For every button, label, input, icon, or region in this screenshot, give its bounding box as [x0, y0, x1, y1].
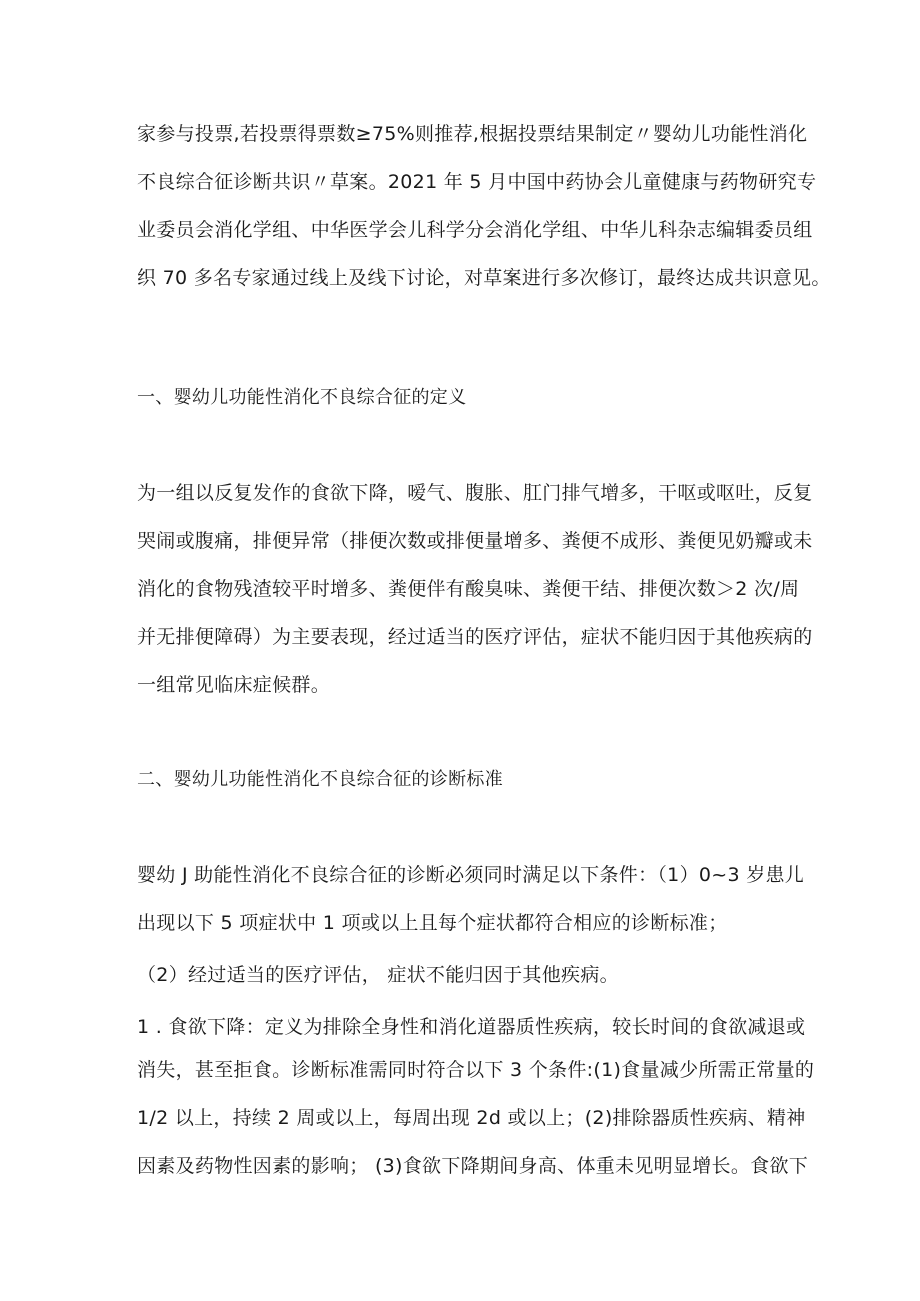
diagnosis-line: 消失，甚至拒食。诊断标准需同时符合以下 3 个条件:(1)食量减少所需正常量的 — [137, 1059, 815, 1081]
diagnosis-line: 出现以下 5 项症状中 1 项或以上且每个症状都符合相应的诊断标准； — [137, 912, 728, 934]
intro-line: 织 70 多名专家通过线上及线下讨论，对草案进行多次修订，最终达成共识意见。 — [137, 267, 831, 289]
definition-line: 哭闹或腹痛，排便异常（排便次数或排便量增多、粪便不成形、粪便见奶瓣或未 — [137, 530, 813, 552]
definition-line: 为一组以反复发作的食欲下降，嗳气、腹胀、肛门排气增多，干呕或呕吐，反复 — [137, 482, 813, 504]
definition-line: 一组常见临床症候群。 — [137, 674, 331, 696]
section-heading-diagnosis: 二、婴幼儿功能性消化不良综合征的诊断标准 — [137, 769, 503, 790]
definition-line: 并无排便障碍）为主要表现，经过适当的医疗评估，症状不能归因于其他疾病的 — [137, 626, 813, 648]
diagnosis-line: 1 . 食欲下降：定义为排除全身性和消化道器质性疾病，较长时间的食欲减退或 — [137, 1016, 806, 1038]
intro-line: 业委员会消化学组、中华医学会儿科学分会消化学组、中华儿科杂志编辑委员组 — [137, 219, 813, 241]
diagnosis-line: 因素及药物性因素的影响； (3)食欲下降期间身高、体重未见明显增长。食欲下 — [137, 1155, 809, 1177]
diagnosis-line: 1/2 以上，持续 2 周或以上，每周出现 2d 或以上；(2)排除器质性疾病、精神 — [137, 1107, 806, 1129]
section-heading-definition: 一、婴幼儿功能性消化不良综合征的定义 — [137, 387, 467, 408]
intro-line: 不良综合征诊断共识〃草案。2021 年 5 月中国中药协会儿童健康与药物研究专 — [137, 171, 817, 193]
diagnosis-line: 婴幼 J 助能性消化不良综合征的诊断必须同时满足以下条件：（1）0~3 岁患儿 — [137, 864, 805, 886]
diagnosis-line: （2）经过适当的医疗评估， 症状不能归因于其他疾病。 — [137, 964, 619, 986]
intro-line: 家参与投票,若投票得票数≥75%则推荐,根据投票结果制定〃婴幼儿功能性消化 — [137, 123, 808, 145]
definition-line: 消化的食物残渣较平时增多、粪便伴有酸臭味、粪便干结、排便次数＞2 次/周 — [137, 578, 800, 600]
